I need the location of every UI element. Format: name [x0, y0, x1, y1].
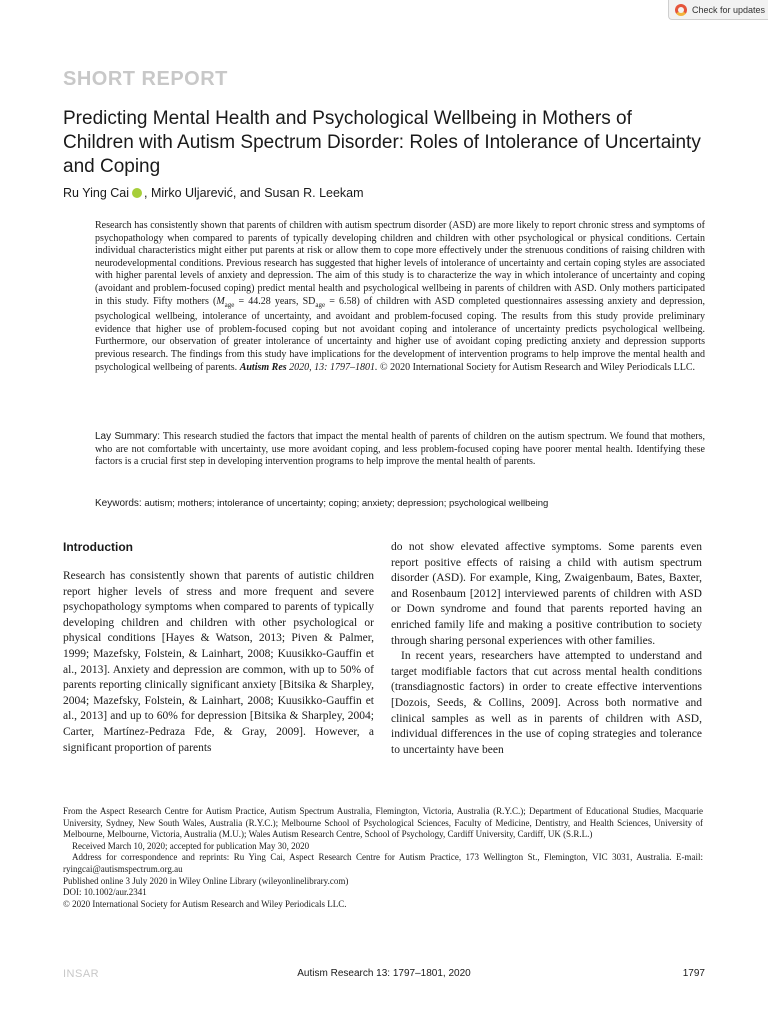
body-right-column — [391, 540, 702, 758]
lay-summary-text: This research studied the factors that impact the mental health of parents of children on the autism spectrum. We found that mothers, who are not comfortable with uncertainty, use more avoidant coping, and less problem-focused coping have poorer mental health. Identifying these factors is a crucial first step in developing intervention programs to help improve the mental health of parents. — [95, 431, 705, 468]
lay-summary — [95, 431, 705, 469]
body-left-column — [63, 540, 374, 756]
section-heading-introduction: Introduction — [63, 540, 133, 554]
paragraph: In recent years, researchers have attempted to understand and target modifiable factors that cut across mental health conditions (transdiagnostic factors) in order to create effective interventions [Dozois, Seeds, & Collins, 2009]. Across both normative and clinical samples as well as in parents of children with ASD, individual differences in the use of coping strategies and tolerance to uncertainty have been — [391, 650, 702, 756]
keywords-label: Keywords: — [95, 498, 142, 509]
author-cai[interactable]: Ru Ying Cai — [63, 186, 130, 200]
doi[interactable]: DOI: 10.1002/aur.2341 — [63, 887, 147, 898]
abstract-sd-sub: age — [315, 300, 326, 309]
journal-citation: Autism Research 13: 1797–1801, 2020 — [297, 968, 471, 979]
footnote-copyright: © 2020 International Society for Autism Research and Wiley Periodicals LLC. — [63, 898, 347, 909]
check-for-updates-button[interactable] — [668, 0, 768, 20]
crossmark-icon — [675, 4, 687, 16]
paragraph: Research has consistently shown that parents of autistic children report higher levels of stress and more frequent and severe psychopathology symptoms when compared to parents of typically developing children and children with other psychological or physical conditions [Hayes & Watson, 2013; Piven & Palmer, 1999; Mazefsky, Folstein, & Lainhart, 2008; Kuusikko-Gauffin et al., 2013]. Anxiety and depression are common, with up to 50% of parents reporting clinically significant anxiety [Bitsika & Sharpley, 2004; Mazefsky, Folstein, & Lainhart, 2008; Kuusikko-Gauffin et al., 2013] and up to 60% for depression [Bitsika & Sharpley, 2004; Carter, Martínez-Pedraza Fde, & Gray, 2009]. However, a significant proportion of parents — [63, 570, 374, 754]
paragraph: do not show elevated affective symptoms. Some parents even report positive effects of raising a child with autism spectrum disorder (ASD). For example, King, Zwaigenbaum, Bates, Baxter, and Rosenbaum [2012] interviewed parents of children with ASD or Down syndrome and found that parents reported having an enriched family life and making a positive contribution to society through sharing personal experiences with other families. — [391, 541, 702, 647]
affiliation-footnote — [63, 806, 703, 910]
page-number: 1797 — [682, 968, 705, 979]
other-authors: , Mirko Uljarević, and Susan R. Leekam — [144, 186, 364, 200]
affiliations: From the Aspect Research Centre for Autism Practice, Autism Spectrum Australia, Flemington, Victoria, Australia (R.Y.C.); Department of Educational Studies, Macquarie University, Sydney, New South Wales, Australia (R.Y.C.); Melbourne School of Psychological Sciences, Faculty of Medicine, Dentistry, and Health Sciences, University of Melbourne, Melbourne, Victoria, Australia (M.U.); Wales Autism Research Centre, School of Psychology, Cardiff University, Cardiff, UK (S.R.L.) — [63, 806, 703, 840]
abstract-copyright: © 2020 International Society for Autism Research and Wiley Periodicals LLC. — [377, 361, 695, 373]
abstract-citation-rest: 2020, 13: 1797–1801. — [286, 361, 378, 373]
check-for-updates-label: Check for updates — [692, 4, 766, 15]
society-logo: INSAR — [63, 968, 100, 980]
correspondence-address: Address for correspondence and reprints: Ru Ying Cai, Aspect Research Centre for Autism Practice, 173 Wellington St., Flemington, VIC 3031, Australia. E-mail: ryingcai@autismspectrum.org.au — [63, 852, 703, 874]
author-list — [63, 186, 364, 200]
received-dates: Received March 10, 2020; accepted for publication May 30, 2020 — [72, 840, 310, 851]
keywords-text: autism; mothers; intolerance of uncertainty; coping; anxiety; depression; psychological wellbeing — [141, 498, 549, 509]
section-label: SHORT REPORT — [63, 68, 228, 90]
abstract-text-1: Research has consistently shown that parents of children with autism spectrum disorder (ASD) are more likely to report chronic stress and symptoms of psychopathology when compared to parents of typically developing children and children with other psychological or physical conditions. Certain individual characteristics might either put parents at risk or allow them to cope more effectively under the strenuous conditions of raising children with neurodevelopmental conditions. Previous research has suggested that higher levels of intolerance of uncertainty and certain coping styles are associated with higher parental levels of anxiety and depression. The aim of this study is to characterize the way in which intolerance of uncertainty and coping (avoidant and problem-focused coping) predict mental health and psychological wellbeing in parents of children with ASD. Only mothers participated in this study. Fifty mothers ( — [95, 220, 705, 307]
lay-summary-label: Lay Summary: — [95, 431, 161, 442]
published-online: Published online 3 July 2020 in Wiley Online Library (wileyonlinelibrary.com) — [63, 875, 349, 886]
abstract-m: M — [216, 295, 225, 307]
abstract-text-2: = 44.28 years, SD — [234, 295, 316, 307]
keywords — [95, 498, 705, 511]
abstract — [95, 220, 705, 374]
orcid-icon[interactable] — [132, 188, 142, 198]
article-title: Predicting Mental Health and Psychological Wellbeing in Mothers of Children with Autism Spectrum Disorder: Roles of Intolerance of Uncertainty and Coping — [63, 108, 701, 177]
abstract-m-sub: age — [224, 300, 235, 309]
abstract-text-3: = 6.58) of children with ASD completed questionnaires assessing anxiety and depression, psychological wellbeing, intolerance of uncertainty, and avoidant and problem-focused coping. The results from this study provide preliminary evidence that higher use of problem-focused coping but not avoidant coping and intolerance of uncertainty predicts psychological wellbeing. Furthermore, our observation of greater intolerance of uncertainty and higher use of avoidant coping predicting anxiety and depression supports previous research. The findings from this study have implications for the development of intervention programs to help improve the mental health and psychological wellbeing of parents. — [95, 295, 705, 373]
abstract-citation: Autism Res — [239, 361, 287, 373]
